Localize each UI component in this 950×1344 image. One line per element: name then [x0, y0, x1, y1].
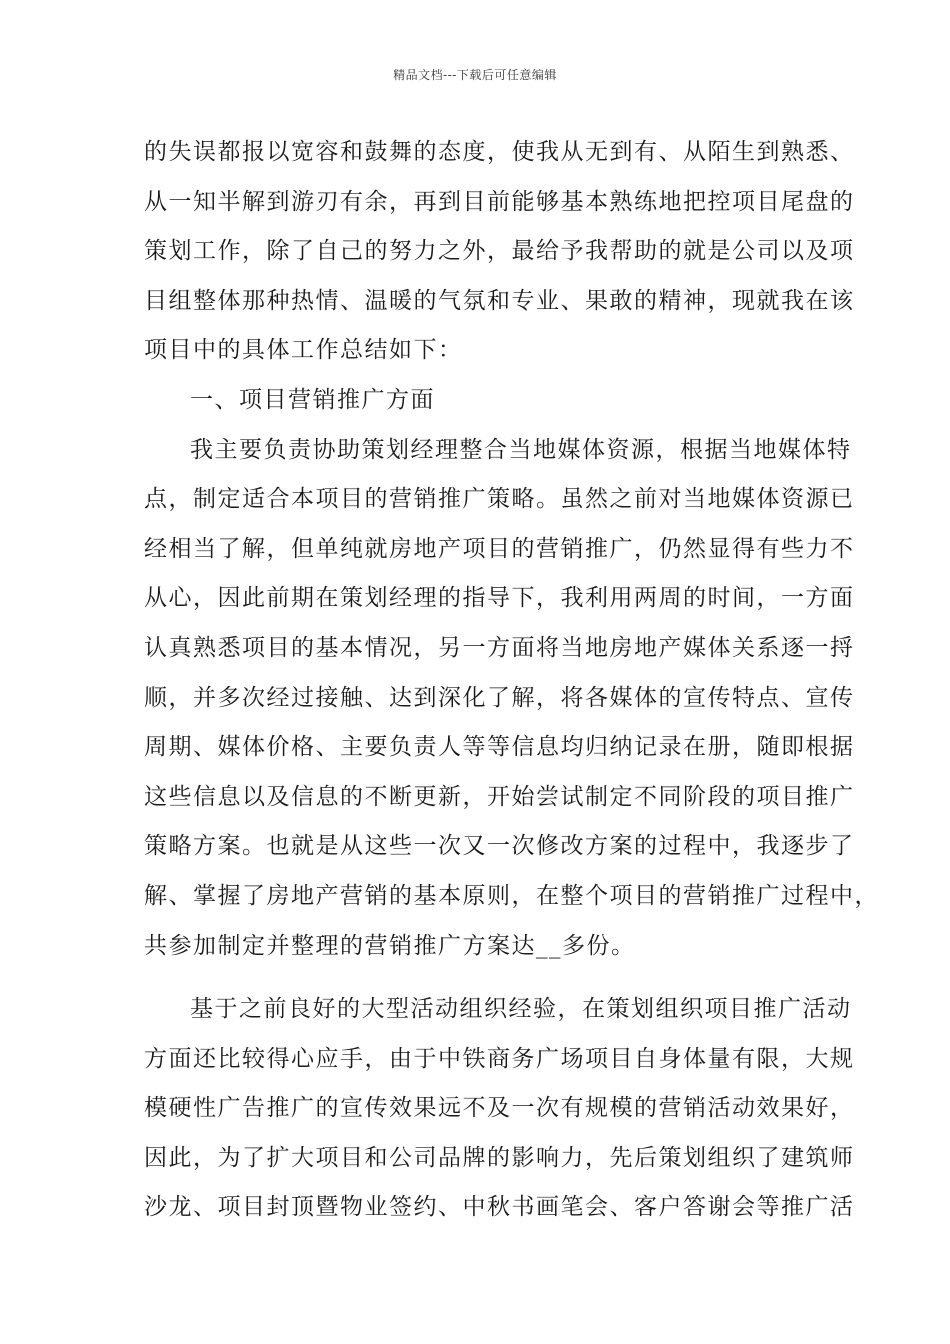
page-header: 精品文档---下载后可任意编辑 [393, 68, 557, 82]
text-line: 从心，因此前期在策划经理的指导下，我利用两周的时间，一方面 [144, 585, 855, 612]
text-line: 基于之前良好的大型活动组织经验，在策划组织项目推广活动 [190, 996, 852, 1023]
text-line: 周期、媒体价格、主要负责人等等信息均归纳记录在册，随即根据 [144, 734, 855, 761]
text-line: 顺，并多次经过接触、达到深化了解，将各媒体的宣传特点、宣传 [144, 684, 855, 711]
text-line: 点，制定适合本项目的营销推广策略。虽然之前对当地媒体资源已 [144, 486, 855, 513]
text-line: 方面还比较得心应手，由于中铁商务广场项目自身体量有限，大规 [144, 1045, 855, 1072]
text-line: 模硬性广告推广的宣传效果远不及一次有规模的营销活动效果好， [144, 1095, 855, 1122]
text-line: 这些信息以及信息的不断更新，开始尝试制定不同阶段的项目推广 [144, 783, 855, 810]
text-line: 认真熟悉项目的基本情况，另一方面将当地房地产媒体关系逐一捋 [144, 634, 855, 661]
text-line: 策划工作，除了自己的努力之外，最给予我帮助的就是公司以及项 [144, 238, 855, 265]
text-line: 策略方案。也就是从这些一次又一次修改方案的过程中，我逐步了 [144, 833, 855, 860]
text-line: 沙龙、项目封顶暨物业签约、中秋书画笔会、客户答谢会等推广活 [144, 1194, 855, 1221]
text-line: 我主要负责协助策划经理整合当地媒体资源，根据当地媒体特 [190, 436, 852, 463]
text-line: 因此，为了扩大项目和公司品牌的影响力，先后策划组织了建筑师 [144, 1144, 855, 1171]
text-line: 从一知半解到游刃有余，再到目前能够基本熟练地把控项目尾盘的 [144, 188, 855, 215]
text-line: 目组整体那种热情、温暖的气氛和专业、果敢的精神，现就我在该 [144, 287, 855, 314]
text-line: 的失误都报以宽容和鼓舞的态度，使我从无到有、从陌生到熟悉、 [144, 139, 855, 165]
text-line: 项目中的具体工作总结如下： [144, 337, 463, 364]
text-line: 共参加制定并整理的营销推广方案达__多份。 [144, 932, 636, 959]
section-heading: 一、项目营销推广方面 [190, 386, 435, 413]
text-line: 经相当了解，但单纯就房地产项目的营销推广，仍然显得有些力不 [144, 535, 855, 562]
document-body [144, 128, 879, 1233]
text-line: 解、掌握了房地产营销的基本原则，在整个项目的营销推广过程中， [144, 882, 879, 909]
paragraph-gap [144, 971, 824, 985]
